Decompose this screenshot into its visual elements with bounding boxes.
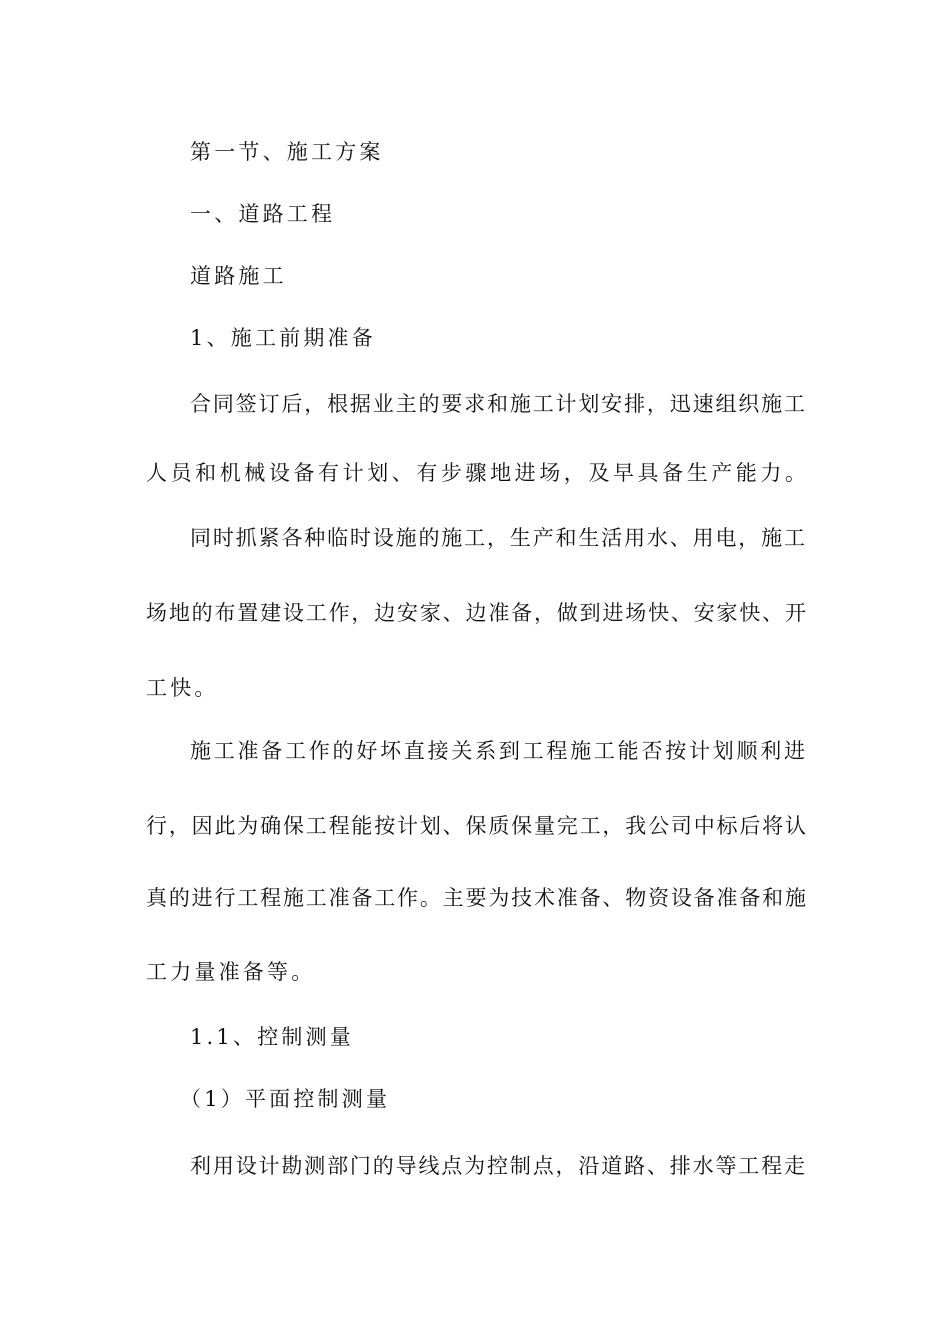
paragraph-line: 人员和机械设备有计划、有步骤地进场，及早具备生产能力。 — [146, 461, 806, 485]
item-heading: 1.1、控制测量 — [190, 1025, 354, 1049]
paragraph-line: 行，因此为确保工程能按计划、保质保量完工，我公司中标后将认 — [146, 814, 806, 838]
paragraph-line: 场地的布置建设工作，边安家、边准备，做到进场快、安家快、开 — [146, 601, 806, 625]
item-heading: 1、施工前期准备 — [190, 326, 376, 350]
section-heading: 第一节、施工方案 — [190, 140, 384, 164]
paragraph-line: 利用设计勘测部门的导线点为控制点，沿道路、排水等工程走 — [190, 1154, 805, 1178]
paragraph-line: 同时抓紧各种临时设施的施工，生产和生活用水、用电，施工 — [190, 526, 805, 550]
paragraph-line: 工力量准备等。 — [146, 960, 316, 984]
paragraph-line: 施工准备工作的好坏直接关系到工程施工能否按计划顺利进 — [190, 739, 805, 763]
chapter-heading: 一、道路工程 — [190, 202, 336, 226]
paragraph-line: 工快。 — [146, 676, 219, 700]
paragraph-line: 合同签订后，根据业主的要求和施工计划安排，迅速组织施工 — [190, 392, 805, 416]
paragraph-line: 真的进行工程施工准备工作。主要为技术准备、物资设备准备和施 — [146, 886, 806, 910]
subsection-heading: 道路施工 — [190, 264, 287, 288]
item-heading: （1）平面控制测量 — [180, 1087, 391, 1111]
